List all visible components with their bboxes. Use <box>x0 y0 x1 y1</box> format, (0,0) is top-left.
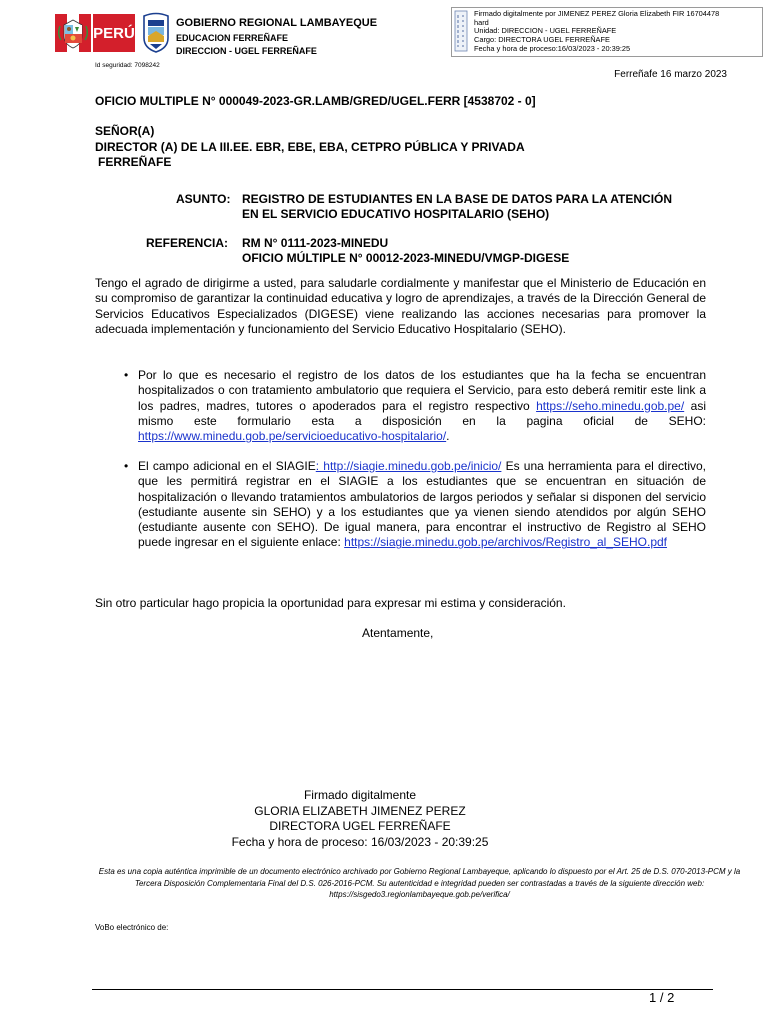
bullet-text: Es una herramienta para el directivo, que les permitirá registrar en el SIAGIE a los estudiantes que se encuentran en situación de hospitalización o llevando tratamientos ambulatorios de largos periodos y señalar si disponen del servicio (estudiante ausente sin SEHO) y a los estudiantes que ya vienen siendo atendidos por algún SEHO (estudiante ausente con SEHO). De igual manera, para encontrar el instructivo de Registro al SEHO puede ingresar en el siguiente enlace: <box>138 459 707 550</box>
signature-line: Unidad: DIRECCION - UGEL FERREÑAFE <box>474 26 617 36</box>
farewell: Atentamente, <box>362 626 434 640</box>
signer-name: GLORIA ELIZABETH JIMENEZ PEREZ <box>254 803 466 818</box>
vobo-label: VoBo electrónico de: <box>95 923 169 932</box>
bullet-text: El campo adicional en el SIAGIE <box>138 459 316 473</box>
authenticity-note: Esta es una copia auténtica imprimible de un documento electrónico archivado por Gobierno Regional Lambayeque, aplicando lo dispuesto por el Art. 25 de D.S. 070-2013-PCM y la Tercera Disposición Complementaria Final del D.S. 026-2016-PCM. Su autenticidad e integridad pueden ser contrastadas a través de la siguiente dirección web: https://sisgedo3.regionlambayeque.gob.pe/verifica/ <box>98 867 741 899</box>
signature-line: Firmado digitalmente por JIMENEZ PEREZ Gloria Elizabeth FIR 16704478 <box>474 9 720 18</box>
org-title: GOBIERNO REGIONAL LAMBAYEQUE <box>176 17 378 29</box>
intro-paragraph: Tengo el agrado de dirigirme a usted, para saludarle cordialmente y manifestar que el Ministerio de Educación en su compromiso de garantizar la continuidad educativa y logro de aprendizajes, a través de la Dirección General de Servicios Educativos Especializados (DIGESE) viene realizando las acciones necesarias para promover la adecuada implementación y funcionamiento del Servicio Educativo Hospitalario (SEHO). <box>95 276 706 336</box>
asunto-label: ASUNTO: <box>176 192 231 206</box>
seho-official-page-link[interactable]: https://www.minedu.gob.pe/servicioeducativo-hospitalario/ <box>138 429 447 444</box>
referencia-line-1: RM N° 0111-2023-MINEDU <box>242 236 389 250</box>
org-subtitle-direction: DIRECCION - UGEL FERREÑAFE <box>176 46 317 56</box>
referencia-line-2: OFICIO MÚLTIPLE N° 00012-2023-MINEDU/VMGP-DIGESE <box>242 251 570 265</box>
signature-line: Cargo: DIRECTORA UGEL FERREÑAFE <box>474 35 610 45</box>
peru-brand-label: PERÚ <box>93 14 135 52</box>
referencia-label: REFERENCIA: <box>146 236 229 250</box>
bullet-text: . <box>446 429 450 444</box>
digital-signature-details <box>474 10 759 54</box>
bullet-campo-siagie <box>138 459 706 551</box>
signer-position: DIRECTORA UGEL FERREÑAFE <box>269 819 451 833</box>
signature-block <box>200 788 520 850</box>
seho-instructivo-pdf-link[interactable]: https://siagie.minedu.gob.pe/archivos/Registro_al_SEHO.pdf <box>344 535 668 550</box>
signature-stamp-icon <box>454 10 468 52</box>
closing-sentence: Sin otro particular hago propicia la oportunidad para expresar mi estima y consideración. <box>95 596 566 610</box>
signature-line: hard <box>474 17 489 27</box>
document-date: Ferreñafe 16 marzo 2023 <box>614 69 727 80</box>
recipient-location: FERREÑAFE <box>98 155 172 169</box>
seho-registration-link[interactable]: https://seho.minedu.gob.pe/ <box>536 398 685 413</box>
bullet-text: asi mismo este formulario esta a disposición en la pagina oficial de SEHO: <box>138 398 706 428</box>
bullet-marker: • <box>124 368 129 382</box>
signing-timestamp: Fecha y hora de proceso: 16/03/2023 - 20:39:25 <box>231 834 489 849</box>
signed-digitally-label: Firmado digitalmente <box>303 788 417 802</box>
bullet-text: Por lo que es necesario el registro de los datos de los estudiantes que ha la fecha se encuentran hospitalizados o con tratamiento ambulatorio que requiera el Servicio, para esto deberá remitir este link a los padres, madres, tutores o apoderados para el registro respectivo <box>138 368 706 413</box>
oficio-number: OFICIO MULTIPLE N° 000049-2023-GR.LAMB/GRED/UGEL.FERR [4538702 - 0] <box>95 94 536 108</box>
siagie-home-link[interactable]: : http://siagie.minedu.gob.pe/inicio/ <box>315 459 502 473</box>
footer-divider <box>92 989 713 990</box>
page-indicator: 1 / 2 <box>649 990 675 1005</box>
asunto-line-1: REGISTRO DE ESTUDIANTES EN LA BASE DE DATOS PARA LA ATENCIÓN <box>242 192 673 206</box>
bullet-registro-estudiantes <box>138 368 706 444</box>
gobierno-regional-logo <box>140 12 172 54</box>
org-subtitle-education: EDUCACION FERREÑAFE <box>176 33 289 43</box>
peru-coat-of-arms-logo <box>55 14 91 52</box>
bullet-marker: • <box>124 459 129 473</box>
security-id: Id seguridad: 7098242 <box>95 62 160 69</box>
asunto-line-2: EN EL SERVICIO EDUCATIVO HOSPITALARIO (SEHO) <box>242 207 550 221</box>
recipient-title: DIRECTOR (A) DE LA III.EE. EBR, EBE, EBA, CETPRO PÚBLICA Y PRIVADA <box>95 140 525 154</box>
signature-line: Fecha y hora de proceso:16/03/2023 - 20:39:25 <box>474 43 631 53</box>
recipient-salutation: SEÑOR(A) <box>95 124 155 138</box>
